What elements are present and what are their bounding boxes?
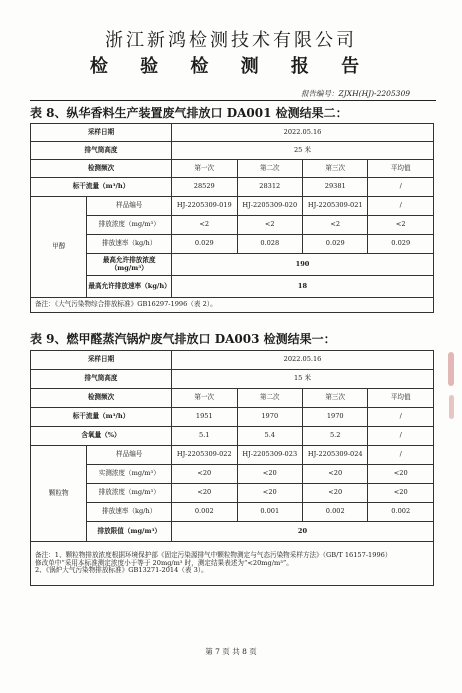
flow-value: 1951 — [172, 408, 237, 427]
sampling-date-label: 采样日期 — [31, 124, 172, 142]
table-row — [31, 298, 434, 313]
sampling-date-value: 2022.05.16 — [172, 124, 434, 142]
conc-label: 排放浓度（mg/m³） — [87, 484, 172, 503]
rate-label: 排放速率（kg/h） — [87, 235, 172, 254]
flow-value: 1970 — [303, 408, 368, 427]
conc-value: <20 — [303, 484, 368, 503]
sample-no: HJ-2205309-024 — [303, 446, 368, 465]
flow-value: 28312 — [237, 178, 302, 197]
sample-no: HJ-2205309-022 — [172, 446, 237, 465]
page-number: 第 7 页 共 8 页 — [205, 647, 257, 656]
table9-note — [31, 542, 434, 586]
table-row — [31, 408, 434, 427]
note-line: 修改单中“采用本标准测定浓度小于等于 20mg/m³ 时，测定结果表述为“<20mg/m³”。 — [35, 558, 293, 567]
max-conc-value: 190 — [172, 254, 434, 276]
sampling-date-label: 采样日期 — [31, 351, 172, 370]
table8-note: 备注：《大气污染物综合排放标准》GB16297-1996（表 2）。 — [31, 298, 434, 313]
flow-value: 1970 — [237, 408, 302, 427]
oxygen-value: / — [368, 427, 434, 446]
oxygen-value: 5.4 — [237, 427, 302, 446]
conc-value: <20 — [368, 484, 434, 503]
table-row — [31, 484, 434, 503]
rate-value: 0.002 — [172, 503, 237, 522]
rate-label: 排放速率（kg/h） — [87, 503, 172, 522]
note-line: 2、《锅炉大气污染物排放标准》GB13271-2014（表 3）。 — [35, 566, 208, 575]
table8-heading: 表 8、纵华香料生产装置废气排放口 DA001 检测结果二： — [30, 106, 348, 120]
conc-label: 排放浓度（mg/m³） — [87, 216, 172, 235]
table-row — [31, 542, 434, 586]
measured-value: <20 — [172, 465, 237, 484]
stack-height-value: 15 米 — [172, 370, 434, 389]
flow-label: 标干流量（m³/h） — [31, 408, 172, 427]
oxygen-label: 含氧量（%） — [31, 427, 172, 446]
col-header: 第三次 — [303, 160, 368, 178]
sample-no: HJ-2205309-023 — [237, 446, 302, 465]
col-header: 第三次 — [303, 389, 368, 408]
table-row — [31, 370, 434, 389]
flow-value: / — [368, 408, 434, 427]
header-divider — [30, 100, 436, 101]
flow-label: 标干流量（m³/h） — [31, 178, 172, 197]
table-row — [31, 142, 434, 160]
seal-fragment-icon — [449, 395, 454, 419]
rate-value: 0.001 — [237, 503, 302, 522]
col-header: 平均值 — [368, 389, 434, 408]
table-row — [31, 465, 434, 484]
conc-value: <20 — [172, 484, 237, 503]
table8 — [30, 123, 434, 313]
rate-value: 0.029 — [172, 235, 237, 254]
sample-no-label: 样品编号 — [87, 197, 172, 216]
oxygen-value: 5.1 — [172, 427, 237, 446]
sample-no: HJ-2205309-020 — [237, 197, 302, 216]
table9 — [30, 350, 434, 586]
flow-value: / — [368, 178, 434, 197]
report-number: 报告编号：ZJXH(HJ)-2205309 — [301, 89, 410, 98]
company-name: 浙江新鸿检测技术有限公司 — [105, 30, 357, 51]
pollutant-name: 甲醇 — [31, 197, 87, 298]
rate-value: 0.002 — [368, 503, 434, 522]
table-row — [31, 503, 434, 522]
flow-value: 29381 — [303, 178, 368, 197]
table-row — [31, 351, 434, 370]
sample-no: HJ-2205309-019 — [172, 197, 237, 216]
col-header: 第二次 — [237, 389, 302, 408]
stack-height-label: 排气筒高度 — [31, 142, 172, 160]
max-conc-label: 最高允许排放浓度（mg/m³） — [87, 254, 172, 276]
stack-height-label: 排气筒高度 — [31, 370, 172, 389]
table-row — [31, 427, 434, 446]
conc-value: <2 — [303, 216, 368, 235]
seal-fragment-icon — [448, 352, 454, 386]
col-header: 平均值 — [368, 160, 434, 178]
sample-no: HJ-2205309-021 — [303, 197, 368, 216]
stack-height-value: 25 米 — [172, 142, 434, 160]
measured-value: <20 — [368, 465, 434, 484]
conc-value: <2 — [172, 216, 237, 235]
limit-value: 20 — [172, 522, 434, 542]
frequency-label: 检测频次 — [31, 160, 172, 178]
table-row — [31, 235, 434, 254]
max-rate-value: 18 — [172, 276, 434, 298]
conc-value: <20 — [237, 484, 302, 503]
measured-value: <20 — [303, 465, 368, 484]
table-row — [31, 254, 434, 276]
col-header: 第一次 — [172, 160, 237, 178]
note-line: 备注：1、颗粒物排放浓度根据环境保护部《固定污染源排气中颗粒物测定与气态污染物采样方法》（GB/T 16157-1996） — [35, 551, 392, 560]
flow-value: 28529 — [172, 178, 237, 197]
rate-value: 0.002 — [303, 503, 368, 522]
rate-value: 0.028 — [237, 235, 302, 254]
frequency-label: 检测频次 — [31, 389, 172, 408]
limit-label: 排放限值（mg/m³） — [87, 522, 172, 542]
table-row — [31, 178, 434, 197]
col-header: 第二次 — [237, 160, 302, 178]
report-title: 检 验 检 测 报 告 — [89, 56, 373, 77]
max-rate-label: 最高允许排放速率（kg/h） — [87, 276, 172, 298]
conc-value: <2 — [368, 216, 434, 235]
table-row — [31, 216, 434, 235]
table-row — [31, 197, 434, 216]
table-row — [31, 160, 434, 178]
col-header: 第一次 — [172, 389, 237, 408]
table-row — [31, 276, 434, 298]
pollutant-name: 颗粒物 — [31, 446, 87, 542]
table9-heading: 表 9、燃甲醛蒸汽锅炉废气排放口 DA003 检测结果一： — [30, 332, 336, 346]
table-row — [31, 389, 434, 408]
measured-value: <20 — [237, 465, 302, 484]
conc-value: <2 — [237, 216, 302, 235]
sample-no: / — [368, 446, 434, 465]
sampling-date-value: 2022.05.16 — [172, 351, 434, 370]
sample-no: / — [368, 197, 434, 216]
rate-value: 0.029 — [303, 235, 368, 254]
measured-label: 实测浓度（mg/m³） — [87, 465, 172, 484]
table-row — [31, 446, 434, 465]
sample-no-label: 样品编号 — [87, 446, 172, 465]
oxygen-value: 5.2 — [303, 427, 368, 446]
rate-value: 0.029 — [368, 235, 434, 254]
table-row — [31, 124, 434, 142]
table-row — [31, 522, 434, 542]
